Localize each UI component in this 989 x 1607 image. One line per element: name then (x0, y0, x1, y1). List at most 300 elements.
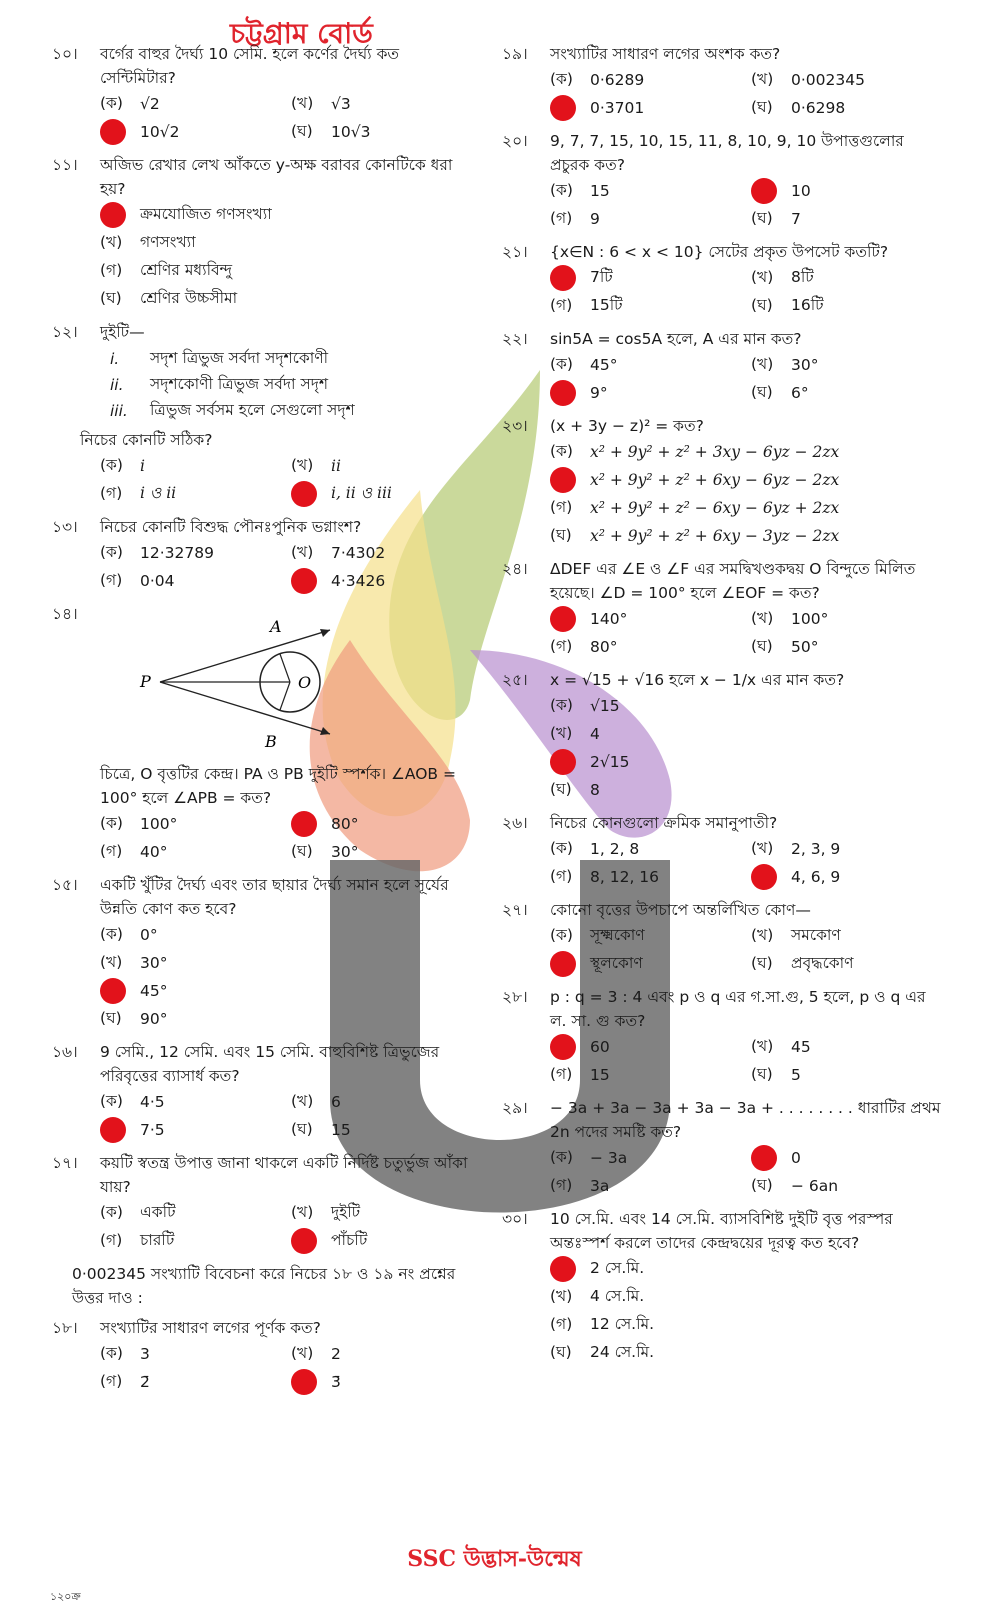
left-column (52, 42, 472, 1403)
option-text: চারটি (140, 1231, 175, 1249)
option-gha-correct[interactable] (751, 863, 942, 891)
option-text: 12 সে.মি. (590, 1315, 655, 1333)
option-text: 60 (590, 1038, 610, 1056)
question-number: ২৩। (502, 417, 528, 435)
option-label: (ঘ) (550, 526, 572, 544)
option-gha[interactable] (751, 633, 942, 661)
option-label: (খ) (751, 926, 774, 944)
option-gha[interactable] (291, 118, 472, 146)
option-text: 0·3701 (590, 99, 645, 117)
option-ga[interactable] (550, 1172, 741, 1200)
option-label: (খ) (291, 1203, 314, 1221)
option-gha[interactable] (291, 838, 472, 866)
question-text: p : q = 3 : 4 এবং p ও q এর গ.সা.গু, 5 হলে, p ও q এর ল. সা. গু কত? (550, 988, 926, 1030)
option-text: 5 (791, 1066, 801, 1084)
option-label: (গ) (100, 1231, 123, 1249)
option-gha-correct[interactable] (291, 567, 472, 595)
option-gha[interactable] (751, 292, 942, 320)
option-ga[interactable] (550, 1061, 741, 1089)
option-text: i (140, 457, 145, 475)
option-ka[interactable] (550, 835, 741, 863)
option-label: (ঘ) (550, 780, 572, 798)
option-gha[interactable] (751, 94, 942, 122)
option-gha[interactable] (751, 1061, 942, 1089)
option-label: (খ) (550, 1287, 573, 1305)
option-ga-correct[interactable] (100, 118, 281, 146)
option-ga-correct[interactable] (100, 1116, 281, 1144)
option-text: স্থূলকোণ (590, 954, 643, 972)
option-kha[interactable] (291, 1340, 472, 1368)
option-ga[interactable] (550, 863, 741, 891)
option-ka[interactable] (550, 177, 741, 205)
correct-answer-marker (100, 119, 126, 145)
option-label: (ক) (550, 1148, 573, 1166)
option-ka-correct[interactable] (550, 605, 741, 633)
board-title: চট্টগ্রাম বোর্ড (230, 17, 373, 50)
options (550, 264, 942, 320)
question-text: − 3a + 3a − 3a + 3a − 3a + . . . . . . . . ধারাটির প্রথম 2n পদের সমষ্টি কত? (550, 1099, 941, 1141)
option-text: প্রবৃদ্ধকোণ (791, 954, 854, 972)
option-text: পাঁচটি (331, 1231, 368, 1249)
option-kha[interactable] (751, 351, 942, 379)
correct-answer-marker (550, 1256, 576, 1282)
option-ka[interactable] (100, 921, 472, 949)
question-text: ΔDEF এর ∠E ও ∠F এর সমদ্বিখণ্ডকদ্বয় O বিন্দুতে মিলিত হয়েছে। ∠D = 100° হলে ∠EOF = কত? (550, 560, 916, 602)
option-gha[interactable] (550, 776, 942, 804)
option-gha-correct[interactable] (291, 1368, 472, 1396)
question-number: ২৮। (502, 988, 528, 1006)
option-label: (গ) (550, 296, 573, 314)
option-text: 24 সে.মি. (590, 1343, 655, 1361)
option-text: শ্রেণির উচ্চসীমা (140, 289, 238, 307)
option-label: (ঘ) (751, 954, 773, 972)
option-ga[interactable] (100, 480, 281, 508)
option-kha[interactable] (550, 720, 942, 748)
option-text: ii (331, 457, 341, 475)
option-kha[interactable] (751, 835, 942, 863)
question-text: অজিভ রেখার লেখ আঁকতে y-অক্ষ বরাবর কোনটিকে ধরা হয়? (100, 156, 453, 198)
option-kha-correct[interactable] (751, 177, 942, 205)
option-text: 30° (331, 843, 359, 861)
option-label: (গ) (550, 867, 573, 885)
question-number: ৩০। (502, 1210, 528, 1228)
options (550, 438, 942, 550)
correct-answer-marker (550, 95, 576, 121)
option-ka[interactable] (100, 452, 281, 480)
option-text: 140° (590, 610, 628, 628)
option-text: 12·32789 (140, 544, 214, 562)
options (550, 922, 942, 978)
option-text: 3a (590, 1177, 610, 1195)
option-ka-correct[interactable] (550, 264, 741, 292)
option-kha[interactable] (751, 66, 942, 94)
correct-answer-marker (100, 202, 126, 228)
option-label: (গ) (100, 571, 123, 589)
option-text: 16টি (791, 296, 824, 314)
option-ka[interactable] (550, 692, 942, 720)
question-text: বর্গের বাহুর দৈর্ঘ্য 10 সেমি. হলে কর্ণের দৈর্ঘ্য কত সেন্টিমিটার? (100, 45, 400, 87)
option-ga[interactable] (100, 838, 281, 866)
question-23 (502, 414, 942, 550)
question-13 (52, 515, 472, 595)
question-30 (502, 1207, 942, 1367)
option-kha[interactable] (751, 1033, 942, 1061)
option-label: (খ) (751, 839, 774, 857)
tangent-figure (100, 602, 472, 762)
option-label: (গ) (550, 1176, 573, 1194)
question-number: ২৫। (502, 671, 528, 689)
option-ga[interactable] (100, 567, 281, 595)
option-gha[interactable] (751, 950, 942, 978)
option-label: (খ) (291, 1344, 314, 1362)
option-text: 4, 6, 9 (791, 868, 841, 886)
options (550, 66, 942, 122)
question-number: ২৪। (502, 560, 528, 578)
options (100, 201, 472, 313)
correct-answer-marker (550, 1034, 576, 1060)
option-label: (ক) (550, 442, 573, 460)
option-text: 45° (140, 982, 168, 1000)
option-text: 4 (590, 725, 600, 743)
option-label: (ক) (100, 94, 123, 112)
option-text: ক্রমযোজিত গণসংখ্যা (140, 205, 272, 223)
option-ga[interactable] (550, 494, 942, 522)
option-text: 15 (590, 182, 610, 200)
option-text: 10√3 (331, 123, 371, 141)
option-label: (খ) (751, 70, 774, 88)
arrowhead-b (320, 727, 330, 735)
option-label: (খ) (291, 543, 314, 561)
question-number: ১৪। (52, 605, 78, 623)
option-label: (ক) (550, 696, 573, 714)
option-label: (গ) (550, 637, 573, 655)
option-ka[interactable] (100, 1199, 281, 1227)
question-text: চিত্রে, O বৃত্তটির কেন্দ্র। PA ও PB দুইটি স্পর্শক। ∠AOB = 100° হলে ∠APB = কত? (100, 765, 456, 807)
option-text: 0·002345 (791, 71, 865, 89)
option-label: (খ) (751, 355, 774, 373)
option-text: শ্রেণির মধ্যবিন্দু (140, 261, 233, 279)
option-kha[interactable] (100, 229, 472, 257)
correct-answer-marker (550, 606, 576, 632)
option-text: − 3a (590, 1149, 628, 1167)
question-24 (502, 557, 942, 661)
option-text: 45 (791, 1038, 811, 1056)
question-22 (502, 327, 942, 407)
option-label: (ঘ) (751, 637, 773, 655)
question-number: ১৬। (52, 1043, 78, 1061)
option-label: (ক) (550, 926, 573, 944)
question-text: দুইটি— (100, 323, 145, 341)
option-label: (ক) (100, 543, 123, 561)
radius-ob (280, 682, 290, 710)
correct-answer-marker (100, 978, 126, 1004)
option-text: 10 (791, 182, 811, 200)
option-kha[interactable] (550, 1283, 942, 1311)
radius-oa (280, 654, 290, 682)
option-ga-correct[interactable] (550, 379, 741, 407)
statement-ii: ii. সদৃশকোণী ত্রিভুজ সর্বদা সদৃশ (110, 375, 329, 394)
option-label: (ঘ) (291, 842, 313, 860)
question-27 (502, 898, 942, 978)
options (550, 835, 942, 891)
option-label: (ক) (550, 355, 573, 373)
option-label: (ক) (550, 839, 573, 857)
option-ga[interactable] (550, 292, 741, 320)
question-number: ১৮। (52, 1319, 78, 1337)
correct-answer-marker (291, 811, 317, 837)
correct-answer-marker (291, 568, 317, 594)
option-text: 2 সে.মি. (590, 1259, 645, 1277)
question-number: ২৯। (502, 1099, 528, 1117)
footer-brand: SSC উদ্ভাস-উন্মেষ (407, 1546, 582, 1572)
question-10 (52, 42, 472, 146)
option-ka[interactable] (100, 1088, 281, 1116)
option-gha[interactable] (550, 1339, 942, 1367)
question-text: {x∈N : 6 < x < 10} সেটের প্রকৃত উপসেট কতটি? (550, 243, 889, 261)
question-20 (502, 129, 942, 233)
option-ka[interactable] (550, 351, 741, 379)
option-text: 100° (791, 610, 829, 628)
option-label: (ক) (550, 70, 573, 88)
question-19 (502, 42, 942, 122)
question-29 (502, 1096, 942, 1200)
options (100, 1340, 472, 1396)
option-label: (গ) (550, 498, 573, 516)
option-text: √15 (590, 697, 620, 715)
question-text: সংখ্যাটির সাধারণ লগের পূর্ণক কত? (100, 1319, 321, 1337)
options (100, 921, 472, 1033)
option-label: (ঘ) (100, 289, 122, 307)
option-gha[interactable] (550, 522, 942, 550)
option-kha[interactable] (751, 264, 942, 292)
option-label: (ঘ) (751, 1065, 773, 1083)
option-gha[interactable] (100, 285, 472, 313)
option-label: (গ) (550, 209, 573, 227)
option-ka-correct[interactable] (550, 1255, 942, 1283)
option-text: 45° (590, 356, 618, 374)
option-kha[interactable] (751, 922, 942, 950)
question-17 (52, 1151, 472, 1255)
option-ga[interactable] (100, 1368, 281, 1396)
option-text: 80° (590, 638, 618, 656)
options (100, 452, 472, 508)
option-text: 0·6298 (791, 99, 846, 117)
option-text: x² + 9y² + z² + 6xy − 3yz − 2zx (590, 527, 840, 545)
question-14 (52, 602, 472, 866)
option-text: 2̄ (140, 1373, 150, 1391)
option-text: 4·5 (140, 1093, 165, 1111)
option-text: 6° (791, 384, 809, 402)
right-column (502, 42, 942, 1374)
option-text: 40° (140, 843, 168, 861)
option-text: 30° (140, 954, 168, 972)
option-text: 0·04 (140, 572, 175, 590)
option-kha-correct[interactable] (751, 1144, 942, 1172)
correct-answer-marker (291, 1369, 317, 1395)
option-label: (খ) (100, 233, 123, 251)
question-number: ১২। (52, 323, 78, 341)
correct-answer-marker (100, 1117, 126, 1143)
option-text: 9 (590, 210, 600, 228)
instruction-18-19: 0·002345 সংখ্যাটি বিবেচনা করে নিচের ১৮ ও ১৯ নং প্রশ্নের উত্তর দাও : (72, 1265, 456, 1307)
option-label: (খ) (100, 953, 123, 971)
option-ga-correct[interactable] (100, 977, 472, 1005)
question-12 (52, 320, 472, 508)
option-ga[interactable] (550, 633, 741, 661)
option-text: 90° (140, 1010, 168, 1028)
question-text: 9, 7, 7, 15, 10, 15, 11, 8, 10, 9, 10 উপাত্তগুলোর প্রচুরক কত? (550, 132, 904, 174)
question-25 (502, 668, 942, 804)
option-gha[interactable] (751, 1172, 942, 1200)
option-text: 4 সে.মি. (590, 1287, 645, 1305)
option-text: 15 (331, 1121, 351, 1139)
option-ga[interactable] (550, 1311, 942, 1339)
option-label: (ঘ) (100, 1009, 122, 1027)
question-21 (502, 240, 942, 320)
options (550, 177, 942, 233)
option-text: x² + 9y² + z² + 3xy − 6yz − 2zx (590, 443, 840, 461)
options (100, 539, 472, 595)
option-kha-correct[interactable] (550, 466, 942, 494)
question-number: ১৯। (502, 45, 528, 63)
correct-answer-marker (291, 1228, 317, 1254)
option-ka[interactable] (100, 1340, 281, 1368)
arrowhead-a (320, 629, 330, 637)
option-text: সূক্ষ্মকোণ (590, 926, 645, 944)
options (550, 351, 942, 407)
option-ga[interactable] (100, 257, 472, 285)
question-text: 9 সেমি., 12 সেমি. এবং 15 সেমি. বাহুবিশিষ্ট ত্রিভুজের পরিবৃত্তের ব্যাসার্ধ কত? (100, 1043, 440, 1085)
option-ka[interactable] (550, 1144, 741, 1172)
option-text: গণসংখ্যা (140, 233, 196, 251)
option-ka[interactable] (550, 438, 942, 466)
option-text: 7টি (590, 268, 613, 286)
correct-answer-marker (751, 864, 777, 890)
question-number: ১৭। (52, 1154, 78, 1172)
option-label: (গ) (550, 1315, 573, 1333)
option-text: দুইটি (331, 1203, 361, 1221)
option-text: 2√15 (590, 753, 630, 771)
question-15 (52, 873, 472, 1033)
option-gha-correct[interactable] (291, 1227, 472, 1255)
option-label: (ঘ) (751, 209, 773, 227)
question-text: sin5A = cos5A হলে, A এর মান কত? (550, 330, 802, 348)
option-kha[interactable] (291, 452, 472, 480)
options (550, 1144, 942, 1200)
option-text: 8 (590, 781, 600, 799)
option-ka-correct[interactable] (100, 201, 472, 229)
question-26 (502, 811, 942, 891)
option-gha[interactable] (751, 205, 942, 233)
option-kha[interactable] (291, 1199, 472, 1227)
options (550, 692, 942, 804)
option-label: (গ) (100, 1372, 123, 1390)
question-28 (502, 985, 942, 1089)
option-text: 0·6289 (590, 71, 645, 89)
correct-answer-marker (550, 265, 576, 291)
option-text: 15 (590, 1066, 610, 1084)
option-text: 2 (331, 1345, 341, 1363)
option-ga[interactable] (550, 205, 741, 233)
option-text: 10√2 (140, 123, 180, 141)
option-label: (ক) (100, 1092, 123, 1110)
option-text: i, ii ও iii (331, 484, 392, 502)
correct-answer-marker (550, 951, 576, 977)
option-kha[interactable] (100, 949, 472, 977)
option-kha-correct[interactable] (291, 810, 472, 838)
correct-answer-marker (550, 380, 576, 406)
option-text: 0 (791, 1149, 801, 1167)
question-text: x = √15 + √16 হলে x − 1/x এর মান কত? (550, 671, 845, 689)
option-text: 50° (791, 638, 819, 656)
option-text: 8, 12, 16 (590, 868, 660, 886)
option-ga-correct[interactable] (550, 94, 741, 122)
option-label: (ঘ) (751, 1176, 773, 1194)
question-18 (52, 1316, 472, 1396)
option-ka-correct[interactable] (550, 1033, 741, 1061)
option-label: (ক) (550, 181, 573, 199)
option-label: (ঘ) (751, 383, 773, 401)
circle-tangent-diagram (120, 602, 360, 752)
option-gha[interactable] (100, 1005, 472, 1033)
option-gha[interactable] (751, 379, 942, 407)
question-number: ১৫। (52, 876, 78, 894)
option-ga-correct[interactable] (550, 748, 942, 776)
option-label: (ঘ) (291, 1120, 313, 1138)
question-number: ২৬। (502, 814, 528, 832)
option-kha[interactable] (751, 605, 942, 633)
option-text: সমকোণ (791, 926, 841, 944)
option-text: 4·3426 (331, 572, 386, 590)
option-ka[interactable] (550, 922, 741, 950)
options (100, 1199, 472, 1255)
option-kha[interactable] (291, 1088, 472, 1116)
option-ga[interactable] (100, 1227, 281, 1255)
option-ga-correct[interactable] (550, 950, 741, 978)
option-text: 1, 2, 8 (590, 840, 640, 858)
option-label: (গ) (100, 261, 123, 279)
option-text: 15টি (590, 296, 623, 314)
option-ka[interactable] (100, 810, 281, 838)
options (100, 1088, 472, 1144)
option-label: (ক) (100, 1344, 123, 1362)
option-gha-correct[interactable] (291, 480, 472, 508)
option-kha[interactable] (291, 90, 472, 118)
option-label: (ক) (100, 1203, 123, 1221)
option-label: (গ) (100, 842, 123, 860)
label-a: A (270, 617, 282, 636)
option-label: (ঘ) (751, 98, 773, 116)
option-kha[interactable] (291, 539, 472, 567)
option-text: 6 (331, 1093, 341, 1111)
label-p: P (140, 672, 151, 691)
option-ka[interactable] (100, 90, 281, 118)
option-ka[interactable] (550, 66, 741, 94)
options (550, 605, 942, 661)
question-number: ১৩। (52, 518, 78, 536)
question-text: 10 সে.মি. এবং 14 সে.মি. ব্যাসবিশিষ্ট দুইটি বৃত্ত পরস্পর অন্তঃস্পর্শ করলে তাদের কেন্দ্রদ্বয়ের দূরত্ব কত হবে? (550, 1210, 893, 1252)
option-label: (গ) (550, 1065, 573, 1083)
question-number: ২৭। (502, 901, 528, 919)
question-number: ২২। (502, 330, 528, 348)
label-b: B (265, 732, 277, 751)
option-gha[interactable] (291, 1116, 472, 1144)
option-ka[interactable] (100, 539, 281, 567)
option-text: 3 (140, 1345, 150, 1363)
option-text: − 6an (791, 1177, 839, 1195)
option-label: (খ) (291, 94, 314, 112)
option-label: (খ) (751, 268, 774, 286)
